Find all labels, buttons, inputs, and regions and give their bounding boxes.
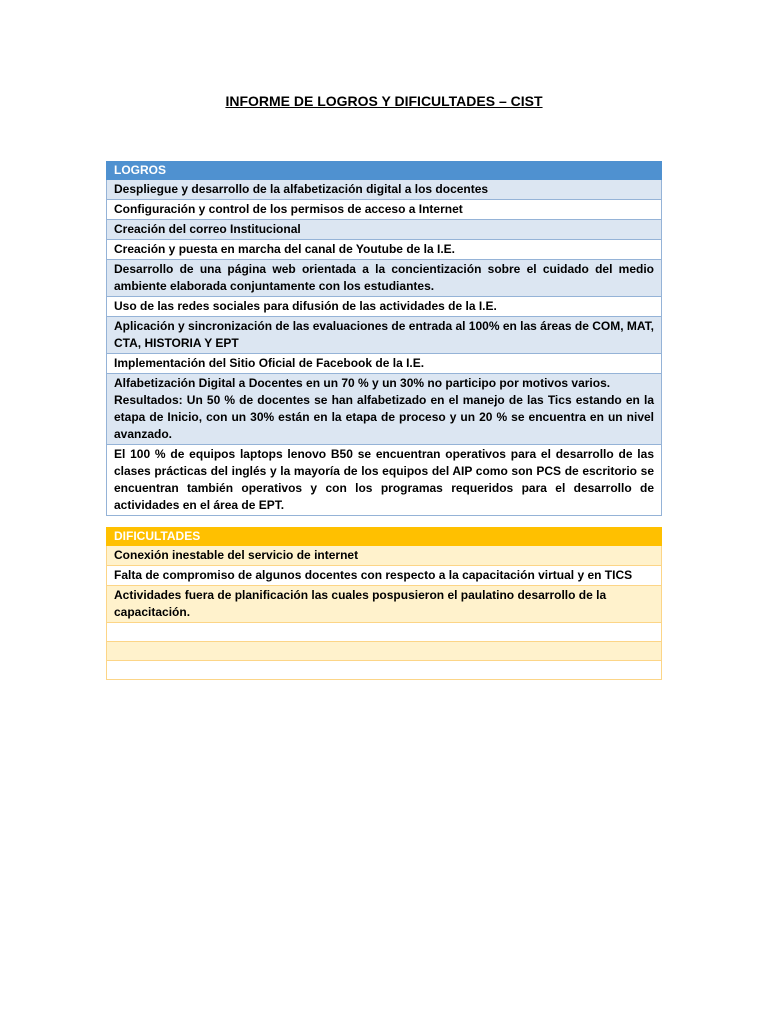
dificultades-header: DIFICULTADES	[107, 528, 662, 546]
dificultad-item	[107, 661, 662, 680]
page-title: INFORME DE LOGROS Y DIFICULTADES – CIST	[225, 93, 543, 109]
logro-item: Desarrollo de una página web orientada a la concientización sobre el cuidado del medio ambiente elaborada conjuntamente con los estudiantes.	[107, 260, 662, 297]
logro-item: Configuración y control de los permisos de acceso a Internet	[107, 200, 662, 220]
logro-item	[107, 374, 662, 445]
logro-item: Despliegue y desarrollo de la alfabetización digital a los docentes	[107, 180, 662, 200]
logros-header: LOGROS	[107, 162, 662, 180]
dificultad-item: Falta de compromiso de algunos docentes con respecto a la capacitación virtual y en TICS	[107, 566, 662, 586]
logro-item: Creación del correo Institucional	[107, 220, 662, 240]
dificultad-item: Actividades fuera de planificación las cuales pospusieron el paulatino desarrollo de la capacitación.	[107, 586, 662, 623]
logro-item: Creación y puesta en marcha del canal de Youtube de la I.E.	[107, 240, 662, 260]
logro-item: El 100 % de equipos laptops lenovo B50 se encuentran operativos para el desarrollo de las clases prácticas del inglés y la mayoría de los equipos del AIP como son PCS de escritorio se encuentran también operativos y con los programas requeridos para el desarrollo de actividades en el área de EPT.	[107, 445, 662, 516]
logros-table	[106, 161, 662, 516]
dificultad-item	[107, 642, 662, 661]
dificultades-table	[106, 527, 662, 680]
logro-item-line: Alfabetización Digital a Docentes en un 70 % y un 30% no participo por motivos varios.	[114, 376, 611, 390]
logro-item: Aplicación y sincronización de las evaluaciones de entrada al 100% en las áreas de COM, MAT, CTA, HISTORIA Y EPT	[107, 317, 662, 354]
logro-item: Uso de las redes sociales para difusión de las actividades de la I.E.	[107, 297, 662, 317]
logro-item-line: Resultados: Un 50 % de docentes se han alfabetizado en el manejo de las Tics estando en la etapa de Inicio, con un 30% están en la etapa de proceso y un 20 % se encuentra en un nivel avanzado.	[114, 393, 654, 441]
dificultad-item: Conexión inestable del servicio de internet	[107, 546, 662, 566]
logro-item: Implementación del Sitio Oficial de Facebook de la I.E.	[107, 354, 662, 374]
dificultad-item	[107, 623, 662, 642]
